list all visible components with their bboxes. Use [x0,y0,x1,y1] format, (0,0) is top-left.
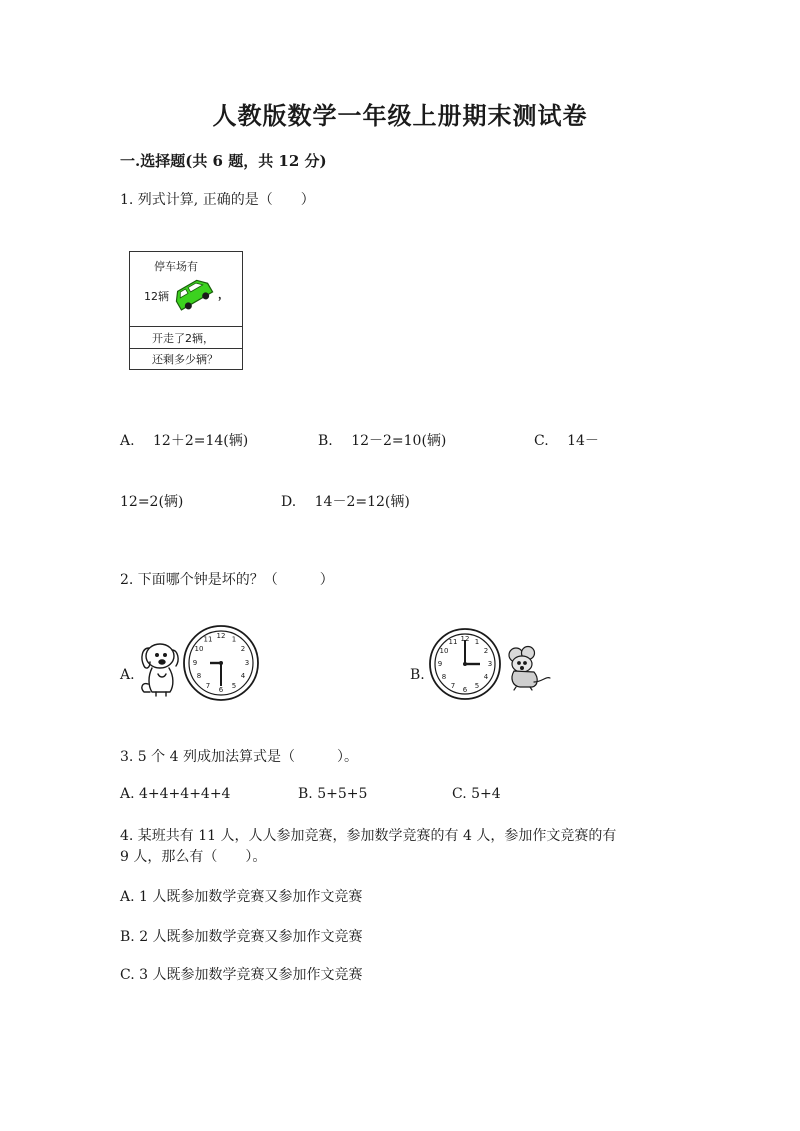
question-3-stem: 3. 5 个 4 列成加法算式是（ ）。 [120,749,358,765]
question-1-option-a: A. 12＋2=14(辆) [120,433,249,449]
dog-icon [136,640,182,698]
card-count: 12辆 [144,290,169,303]
card-line-3: 还剩多少辆？ [152,353,218,366]
svg-text:2: 2 [240,645,246,653]
question-4-option-b: B. 2 人既参加数学竞赛又参加作文竞赛 [120,929,363,945]
mouse-icon [502,646,552,692]
svg-text:10: 10 [439,647,449,655]
card-line-1: 停车场有 [154,260,198,273]
svg-text:9: 9 [192,659,198,667]
question-1-option-d: D. 14－2=12(辆) [281,494,410,510]
svg-text:4: 4 [240,672,246,680]
car-icon [171,276,215,312]
question-2-option-a-label: A. [120,667,135,683]
question-4-option-c: C. 3 人既参加数学竞赛又参加作文竞赛 [120,967,363,983]
parking-card [129,251,243,370]
svg-text:6: 6 [462,686,468,694]
question-4-option-a: A. 1 人既参加数学竞赛又参加作文竞赛 [120,889,363,905]
page-title: 人教版数学一年级上册期末测试卷 [212,101,588,130]
question-3-option-b: B. 5+5+5 [298,786,368,802]
card-middle-cell [130,326,242,349]
svg-text:11: 11 [448,638,458,646]
clock-icon [428,627,502,701]
section-heading: 一.选择题(共 6 题，共 12 分) [120,152,327,170]
svg-text:5: 5 [474,682,480,690]
svg-text:6: 6 [218,686,224,694]
svg-text:7: 7 [205,682,211,690]
card-line-2: 开走了2辆， [152,332,214,345]
card-comma: ， [218,288,229,301]
card-top-cell [130,252,242,327]
svg-text:10: 10 [194,645,204,653]
question-1-option-c: C. 14－ [534,433,599,449]
question-3-option-a: A. 4+4+4+4+4 [120,786,231,802]
question-1-option-b: B. 12－2=10(辆) [318,433,447,449]
svg-text:5: 5 [231,682,237,690]
question-1-stem: 1. 列式计算, 正确的是（ ） [120,192,315,208]
question-3-option-c: C. 5+4 [452,786,501,802]
question-1-option-c-continued: 12=2(辆) [120,494,184,510]
svg-text:9: 9 [437,660,443,668]
clock-icon [182,624,260,702]
svg-text:12: 12 [216,632,226,640]
svg-text:1: 1 [231,635,237,644]
question-2-stem: 2. 下面哪个钟是坏的？（ ） [120,572,334,588]
svg-text:3: 3 [487,660,493,668]
svg-text:2: 2 [483,647,489,655]
question-4-stem-line-2: 9 人，那么有（ ）。 [120,849,267,865]
card-bottom-cell [130,348,242,369]
svg-text:8: 8 [441,673,447,681]
svg-text:8: 8 [196,672,202,680]
svg-text:4: 4 [483,673,489,681]
svg-text:1: 1 [474,638,480,646]
question-4-stem-line-1: 4. 某班共有 11 人，人人参加竞赛，参加数学竞赛的有 4 人，参加作文竞赛的有 [120,828,617,844]
svg-text:12: 12 [460,635,470,643]
svg-text:3: 3 [244,659,250,667]
question-2-option-b-label: B. [410,667,425,683]
svg-text:7: 7 [450,682,456,690]
svg-text:11: 11 [203,635,213,644]
